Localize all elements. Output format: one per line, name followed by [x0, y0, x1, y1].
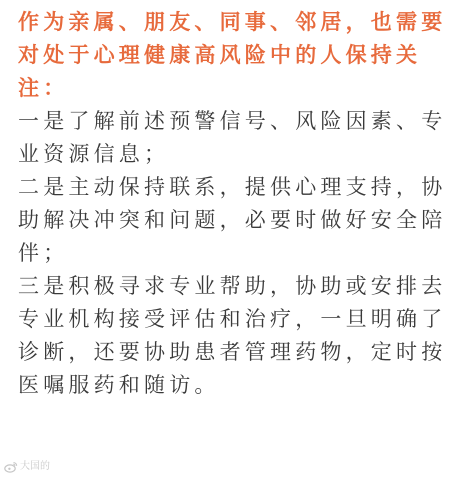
weibo-logo-icon [4, 461, 18, 473]
watermark-text: 大国的 [20, 461, 50, 472]
section-heading: 作为亲属、朋友、同事、邻居，也需要对处于心理健康高风险中的人保持关注： [18, 10, 447, 100]
watermark [4, 460, 50, 474]
paragraph-professional-help: 三是积极寻求专业帮助，协助或安排去专业机构接受评估和治疗，一旦明确了诊断，还要协助患者管理药物，定时按医嘱服药和随访。 [18, 274, 447, 397]
paragraph-awareness: 一是了解前述预警信号、风险因素、专业资源信息； [18, 109, 447, 166]
paragraph-support: 二是主动保持联系，提供心理支持，协助解决冲突和问题，必要时做好安全陪伴； [18, 175, 447, 265]
